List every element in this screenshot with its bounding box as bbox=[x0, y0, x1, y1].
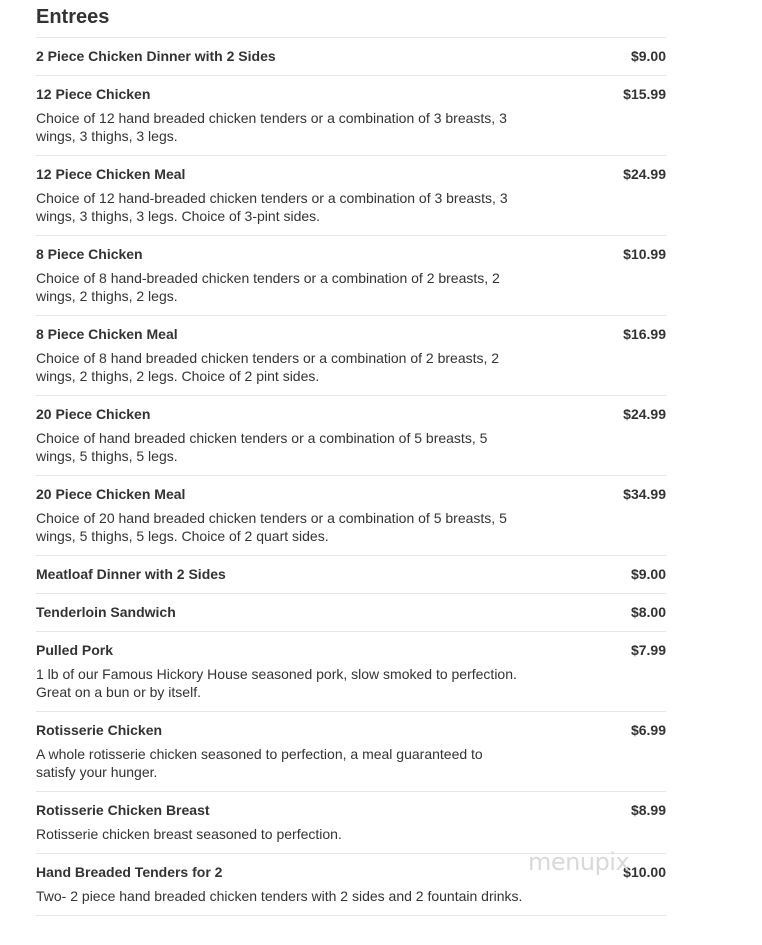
menu-item-name: 2 Piece Chicken Dinner with 2 Sides bbox=[36, 48, 276, 64]
menu-item-name: 12 Piece Chicken bbox=[36, 86, 151, 102]
menu-item-header bbox=[36, 485, 666, 503]
menu-item-header bbox=[36, 325, 666, 343]
menu-item bbox=[36, 632, 666, 712]
menu-item-price: $24.99 bbox=[623, 406, 666, 422]
menu-item-header bbox=[36, 165, 666, 183]
menu-item-header bbox=[36, 245, 666, 263]
menu-item-price: $10.99 bbox=[623, 246, 666, 262]
menu-item-name: Meatloaf Dinner with 2 Sides bbox=[36, 566, 226, 582]
menu-item-price: $34.99 bbox=[623, 486, 666, 502]
menu-item-description: A whole rotisserie chicken seasoned to perfection, a meal guaranteed to satisfy your hunger. bbox=[36, 746, 483, 780]
menu-item-price: $10.00 bbox=[623, 864, 666, 880]
menu-item-description: Choice of 20 hand breaded chicken tenders or a combination of 5 breasts, 5 wings, 5 thighs, 5 legs. Choice of 2 quart sides. bbox=[36, 510, 507, 544]
menu-item bbox=[36, 76, 666, 156]
menu-item-header bbox=[36, 641, 666, 659]
menu-item-name: Rotisserie Chicken bbox=[36, 722, 163, 738]
menu-item-price: $8.00 bbox=[630, 604, 666, 620]
menu-item-header bbox=[36, 405, 666, 423]
menu-item bbox=[36, 396, 666, 476]
watermark: menupix bbox=[528, 848, 630, 876]
menu-item bbox=[36, 316, 666, 396]
menu-item-header bbox=[36, 565, 666, 583]
menu-item bbox=[36, 236, 666, 316]
menu-item-name: Hand Breaded Tenders for 2 bbox=[36, 864, 223, 880]
menu-item-description: Choice of 12 hand breaded chicken tenders or a combination of 3 breasts, 3 wings, 3 thighs, 3 legs. bbox=[36, 110, 507, 144]
menu-item-description: Choice of 12 hand-breaded chicken tenders or a combination of 3 breasts, 3 wings, 3 thighs, 3 legs. Choice of 3-pint sides. bbox=[36, 190, 508, 224]
section-title: Entrees bbox=[36, 0, 666, 38]
menu-item-price: $6.99 bbox=[630, 722, 666, 738]
menu-item bbox=[36, 712, 666, 792]
menu-item bbox=[36, 792, 666, 854]
menu-item-name: 20 Piece Chicken bbox=[36, 406, 151, 422]
menu-item-price: $16.99 bbox=[623, 326, 666, 342]
menu-item bbox=[36, 476, 666, 556]
menu-item-price: $24.99 bbox=[623, 166, 666, 182]
menu-item-description: Rotisserie chicken breast seasoned to perfection. bbox=[36, 826, 342, 842]
menu-item-description: Choice of hand breaded chicken tenders or a combination of 5 breasts, 5 wings, 5 thighs, 5 legs. bbox=[36, 430, 488, 464]
menu-item-price: $7.99 bbox=[630, 642, 666, 658]
menu-item-description: 1 lb of our Famous Hickory House seasoned pork, slow smoked to perfection. Great on a bun or by itself. bbox=[36, 666, 517, 700]
menu-item-list bbox=[36, 38, 666, 916]
menu-item-price: $9.00 bbox=[630, 566, 666, 582]
menu-item bbox=[36, 38, 666, 76]
menu-item-price: $8.99 bbox=[630, 802, 666, 818]
menu-item-name: 8 Piece Chicken Meal bbox=[36, 326, 178, 342]
menu-item-description: Two- 2 piece hand breaded chicken tenders with 2 sides and 2 fountain drinks. bbox=[36, 888, 523, 904]
menu-item-price: $9.00 bbox=[630, 48, 666, 64]
menu-item-header bbox=[36, 801, 666, 819]
menu-item-header bbox=[36, 721, 666, 739]
menu-item bbox=[36, 594, 666, 632]
menu-item bbox=[36, 156, 666, 236]
menu-item-price: $15.99 bbox=[623, 86, 666, 102]
menu-item-header bbox=[36, 603, 666, 621]
menu-item-name: Tenderloin Sandwich bbox=[36, 604, 176, 620]
menu-item bbox=[36, 556, 666, 594]
menu-item-name: 8 Piece Chicken bbox=[36, 246, 143, 262]
menu-item-name: 12 Piece Chicken Meal bbox=[36, 166, 186, 182]
menu-item-description: Choice of 8 hand breaded chicken tenders or a combination of 2 breasts, 2 wings, 2 thighs, 2 legs. Choice of 2 pint sides. bbox=[36, 350, 500, 384]
menu-item-description: Choice of 8 hand-breaded chicken tenders or a combination of 2 breasts, 2 wings, 2 thighs, 2 legs. bbox=[36, 270, 500, 304]
menu-item-name: Pulled Pork bbox=[36, 642, 114, 658]
menu-item-header bbox=[36, 85, 666, 103]
menu-item-header bbox=[36, 47, 666, 65]
menu-section bbox=[36, 0, 666, 916]
menu-item-name: 20 Piece Chicken Meal bbox=[36, 486, 186, 502]
menu-item-name: Rotisserie Chicken Breast bbox=[36, 802, 210, 818]
